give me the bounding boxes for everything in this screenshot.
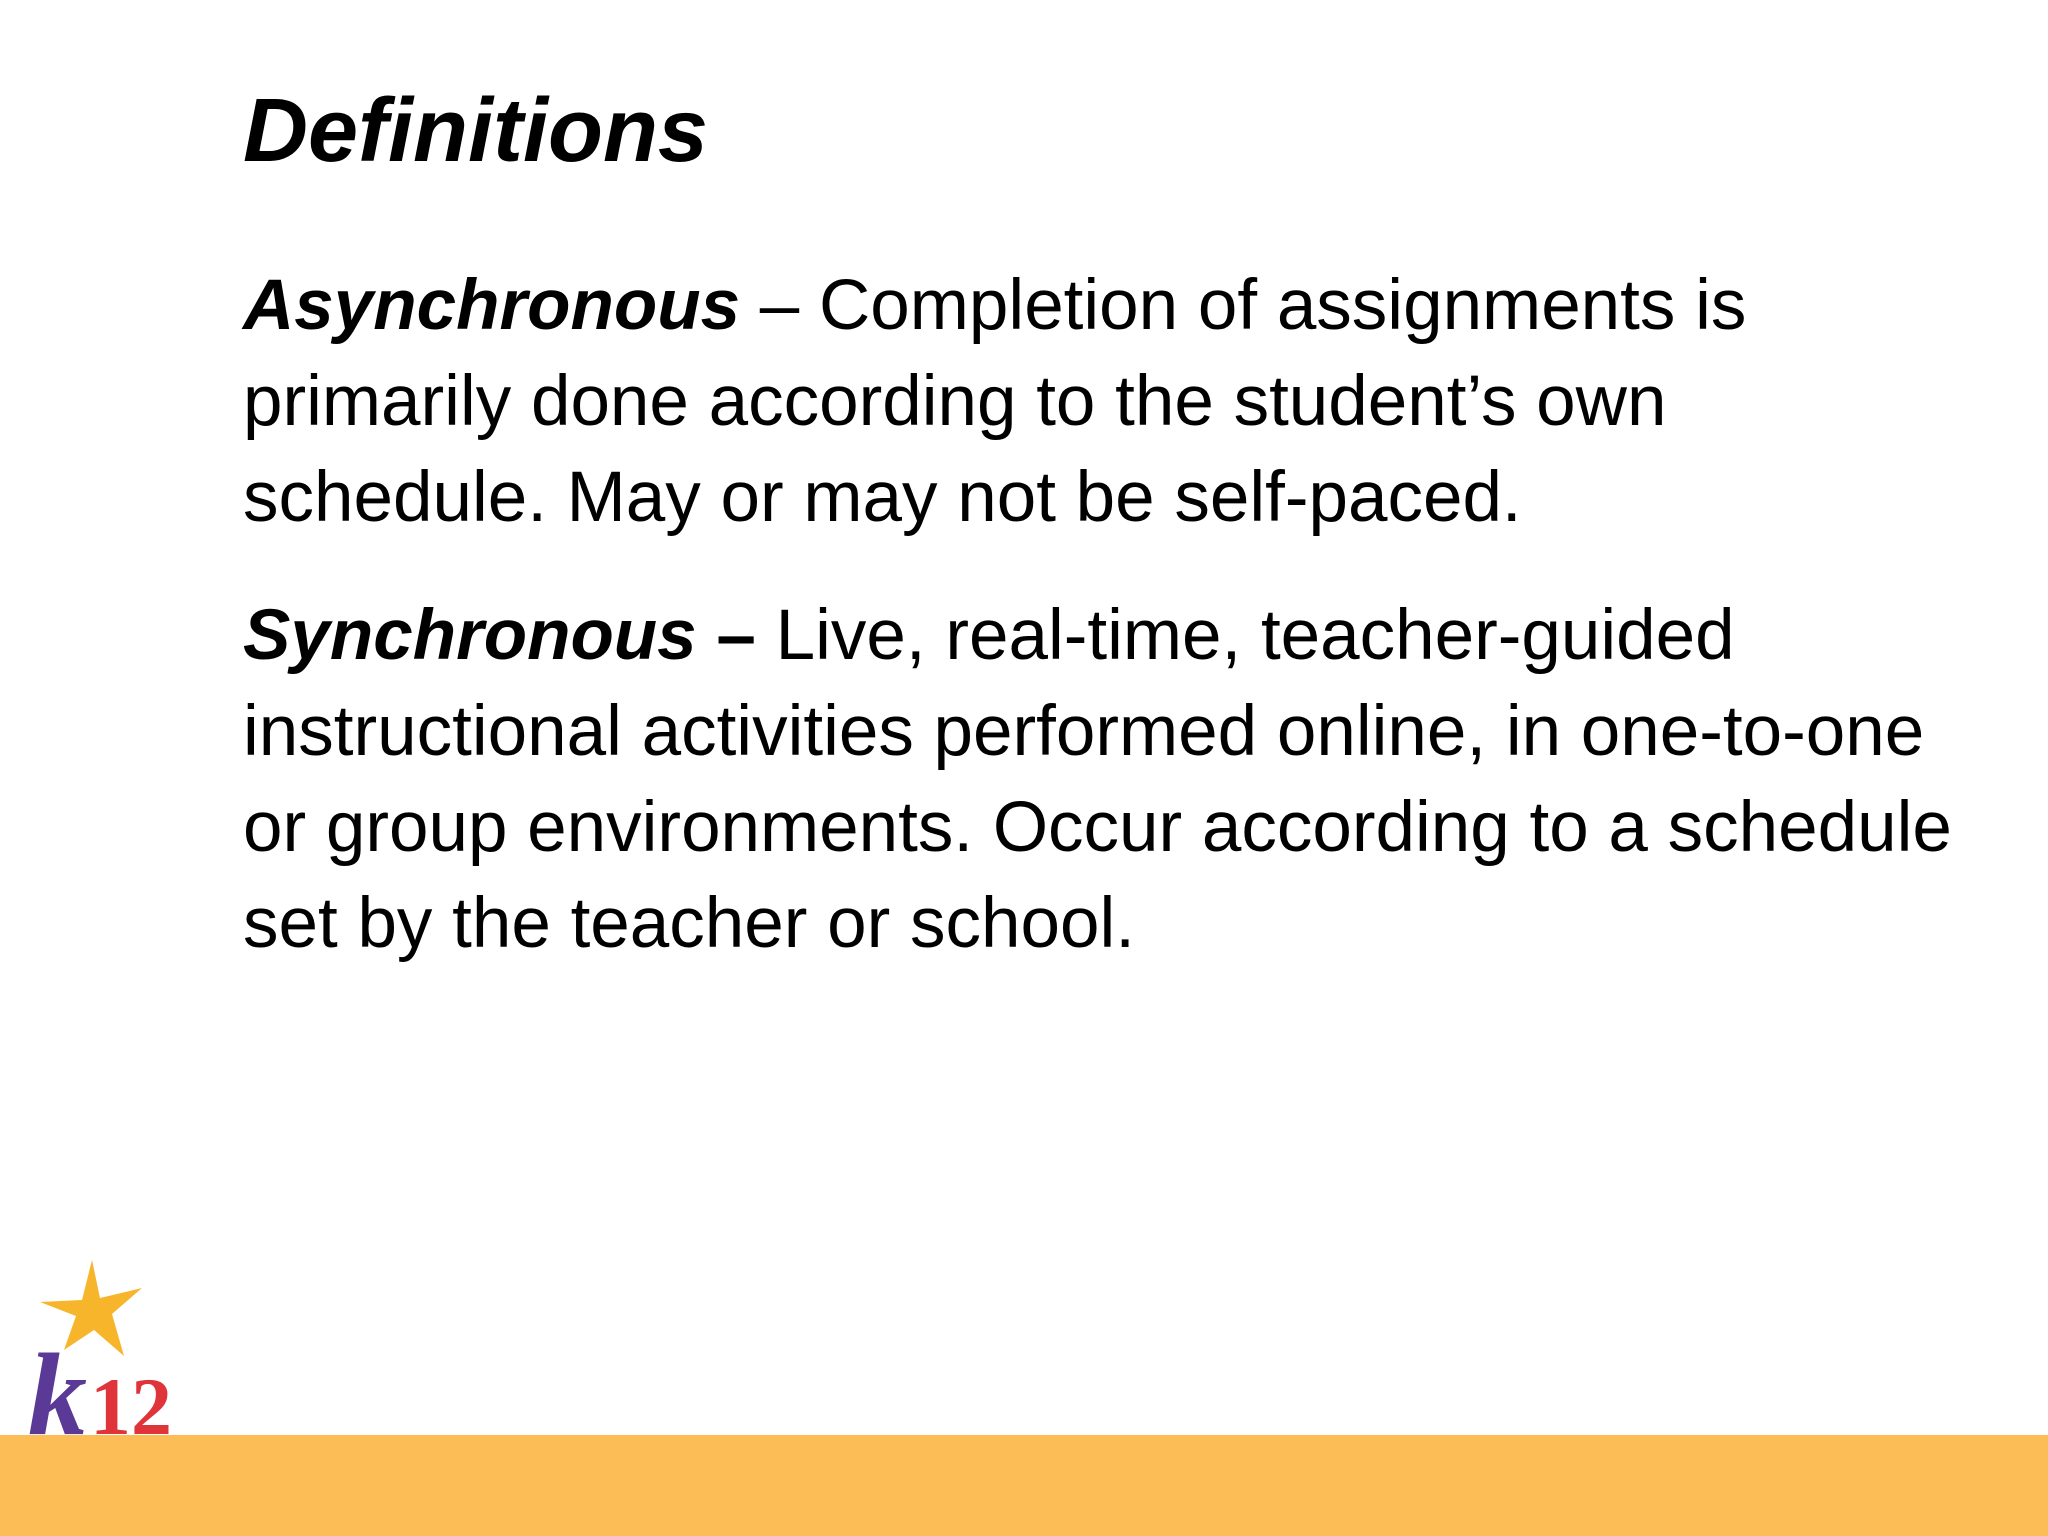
bottom-accent-bar xyxy=(0,1435,2048,1536)
logo-k-letter: k xyxy=(28,1329,87,1438)
k12-star-logo-icon xyxy=(20,1258,200,1438)
separator-asynchronous: – xyxy=(740,266,820,345)
slide-title: Definitions xyxy=(243,81,708,181)
definition-asynchronous xyxy=(243,258,1963,546)
term-synchronous: Synchronous xyxy=(243,596,697,675)
definition-synchronous xyxy=(243,588,1963,972)
term-asynchronous: Asynchronous xyxy=(243,266,741,345)
definitions-body xyxy=(243,258,1963,1014)
logo-numerals: 12 xyxy=(90,1361,172,1438)
definition-text-asynchronous: Completion of assignments is primarily done according to the student’s own schedule. May or may not be self-paced. xyxy=(243,266,1747,537)
definition-text-synchronous: Live, real-time, teacher-guided instructional activities performed online, in one-to-one or group environments. Occur according to a schedule set by the teacher or school. xyxy=(243,596,1952,963)
separator-synchronous: – xyxy=(696,596,776,675)
